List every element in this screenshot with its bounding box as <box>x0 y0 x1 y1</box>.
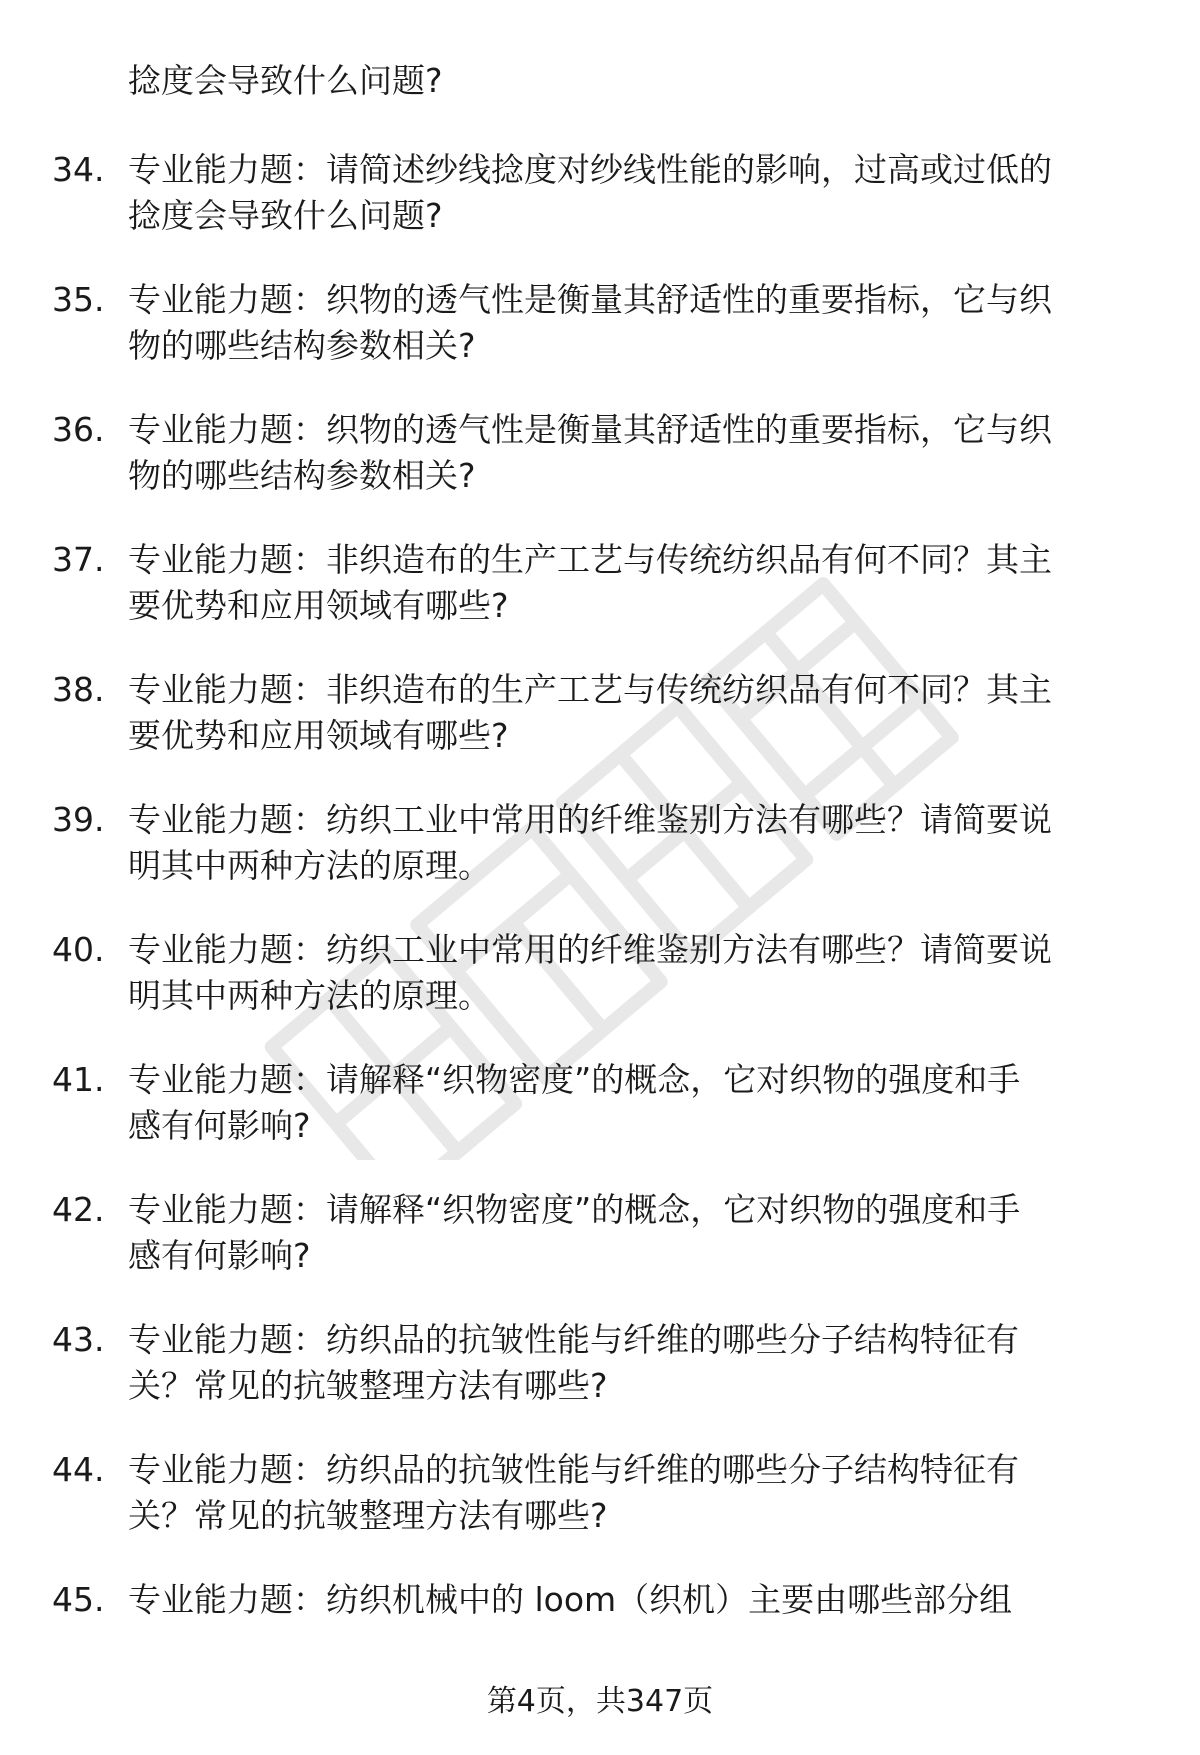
question-line: 明其中两种方法的原理。 <box>128 976 491 1015</box>
question-line: 要优势和应用领域有哪些? <box>128 586 509 625</box>
question-number: 34. <box>52 150 105 189</box>
question-line: 专业能力题：纺织机械中的 loom（织机）主要由哪些部分组 <box>128 1580 1013 1619</box>
question-line: 感有何影响? <box>128 1106 311 1145</box>
question-number: 41. <box>52 1060 105 1099</box>
question-line: 物的哪些结构参数相关? <box>128 456 476 495</box>
question-item <box>0 1317 1200 1447</box>
question-line: 物的哪些结构参数相关? <box>128 326 476 365</box>
question-line: 感有何影响? <box>128 1236 311 1275</box>
question-text <box>128 797 1138 889</box>
question-item <box>0 537 1200 667</box>
question-number: 45. <box>52 1580 105 1619</box>
question-item <box>0 927 1200 1057</box>
question-item <box>0 147 1200 277</box>
question-list <box>0 147 1200 1707</box>
question-text <box>128 667 1138 759</box>
question-text <box>128 1447 1138 1539</box>
question-line: 要优势和应用领域有哪些? <box>128 716 509 755</box>
question-text <box>128 1057 1138 1149</box>
question-text <box>128 277 1138 369</box>
question-text <box>128 407 1138 499</box>
question-line: 关？常见的抗皱整理方法有哪些? <box>128 1496 608 1535</box>
question-number: 44. <box>52 1450 105 1489</box>
question-number: 40. <box>52 930 105 969</box>
question-line: 专业能力题：织物的透气性是衡量其舒适性的重要指标，它与织 <box>128 280 1052 319</box>
question-line: 专业能力题：纺织工业中常用的纤维鉴别方法有哪些？请简要说 <box>128 800 1052 839</box>
page-footer: 第4页，共347页 <box>486 1684 714 1719</box>
question-line: 专业能力题：请解释“织物密度”的概念，它对织物的强度和手 <box>128 1060 1021 1099</box>
question-text <box>128 147 1138 239</box>
question-text <box>128 1577 1138 1623</box>
question-item <box>0 277 1200 407</box>
question-line: 专业能力题：纺织品的抗皱性能与纤维的哪些分子结构特征有 <box>128 1450 1019 1489</box>
question-number: 36. <box>52 410 105 449</box>
question-line: 专业能力题：非织造布的生产工艺与传统纺织品有何不同？其主 <box>128 670 1052 709</box>
question-line: 专业能力题：请解释“织物密度”的概念，它对织物的强度和手 <box>128 1190 1021 1229</box>
question-text <box>128 537 1138 629</box>
question-text <box>128 1317 1138 1409</box>
question-text <box>128 1187 1138 1279</box>
question-number: 38. <box>52 670 105 709</box>
question-line: 专业能力题：请简述纱线捻度对纱线性能的影响，过高或过低的 <box>128 150 1052 189</box>
question-line: 专业能力题：纺织品的抗皱性能与纤维的哪些分子结构特征有 <box>128 1320 1019 1359</box>
question-item <box>0 407 1200 537</box>
question-item <box>0 1057 1200 1187</box>
continuation-text: 捻度会导致什么问题? <box>128 61 443 100</box>
question-number: 39. <box>52 800 105 839</box>
question-number: 37. <box>52 540 105 579</box>
question-item <box>0 1447 1200 1577</box>
question-line: 专业能力题：纺织工业中常用的纤维鉴别方法有哪些？请简要说 <box>128 930 1052 969</box>
question-line: 关？常见的抗皱整理方法有哪些? <box>128 1366 608 1405</box>
question-number: 42. <box>52 1190 105 1229</box>
question-item <box>0 797 1200 927</box>
question-line: 专业能力题：织物的透气性是衡量其舒适性的重要指标，它与织 <box>128 410 1052 449</box>
question-number: 43. <box>52 1320 105 1359</box>
question-line: 明其中两种方法的原理。 <box>128 846 491 885</box>
question-item <box>0 1187 1200 1317</box>
question-text <box>128 927 1138 1019</box>
question-line: 捻度会导致什么问题? <box>128 196 443 235</box>
question-line: 专业能力题：非织造布的生产工艺与传统纺织品有何不同？其主 <box>128 540 1052 579</box>
question-number: 35. <box>52 280 105 319</box>
question-item <box>0 667 1200 797</box>
